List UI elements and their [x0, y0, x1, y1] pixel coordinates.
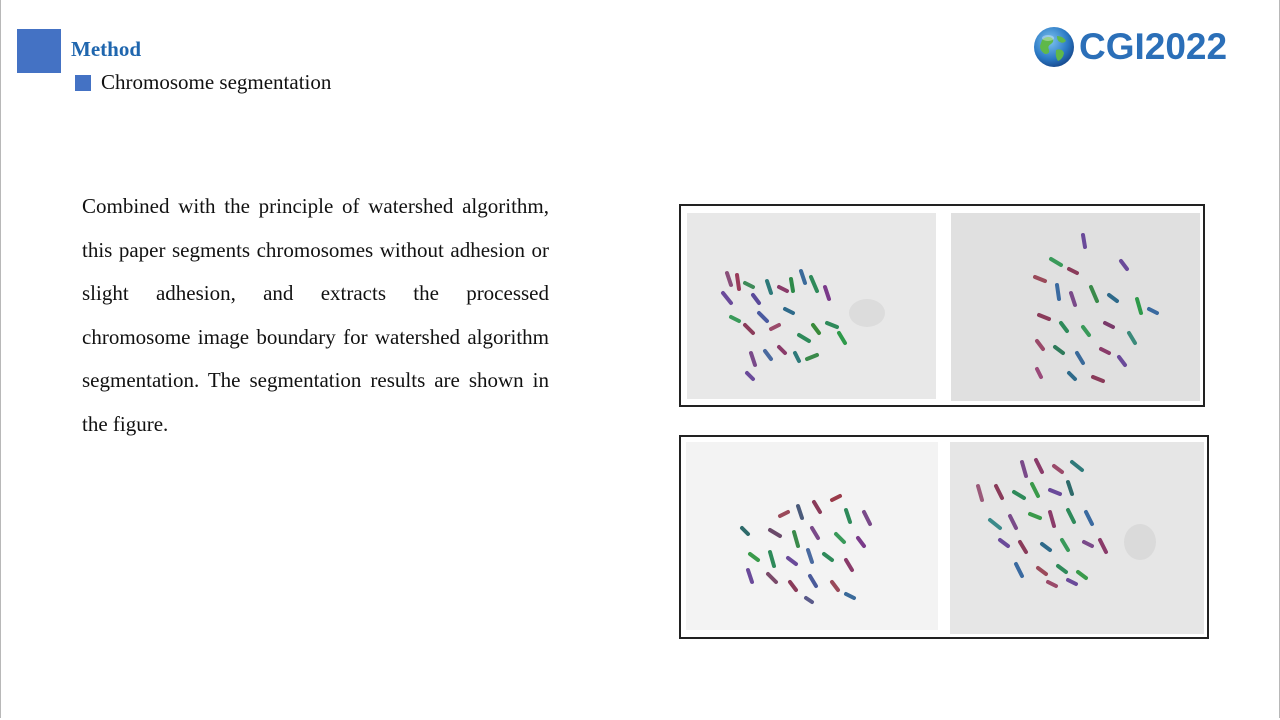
conference-logo: [1033, 23, 1227, 71]
globe-icon: [1033, 26, 1075, 68]
segmentation-figure-top: [679, 204, 1205, 407]
section-title: Method: [71, 37, 141, 61]
bullet-icon: [75, 75, 91, 91]
subtitle: Chromosome segmentation: [101, 70, 332, 94]
karyotype-image-top-right: [951, 213, 1200, 401]
header-accent-square: [17, 29, 61, 73]
segmentation-figure-bottom: [679, 435, 1209, 639]
logo-text: CGI2022: [1079, 26, 1228, 67]
karyotype-image-bottom-right: [950, 442, 1204, 634]
description-paragraph: Combined with the principle of watershed algorithm, this paper segments chromosomes without adhesion or slight adhesion, and extracts the processed chromosome image boundary for watershed algorithm segmentation. The segmentation results are shown in the figure.: [82, 194, 549, 436]
karyotype-image-top-left: [687, 213, 936, 399]
karyotype-image-bottom-left: [686, 442, 938, 630]
